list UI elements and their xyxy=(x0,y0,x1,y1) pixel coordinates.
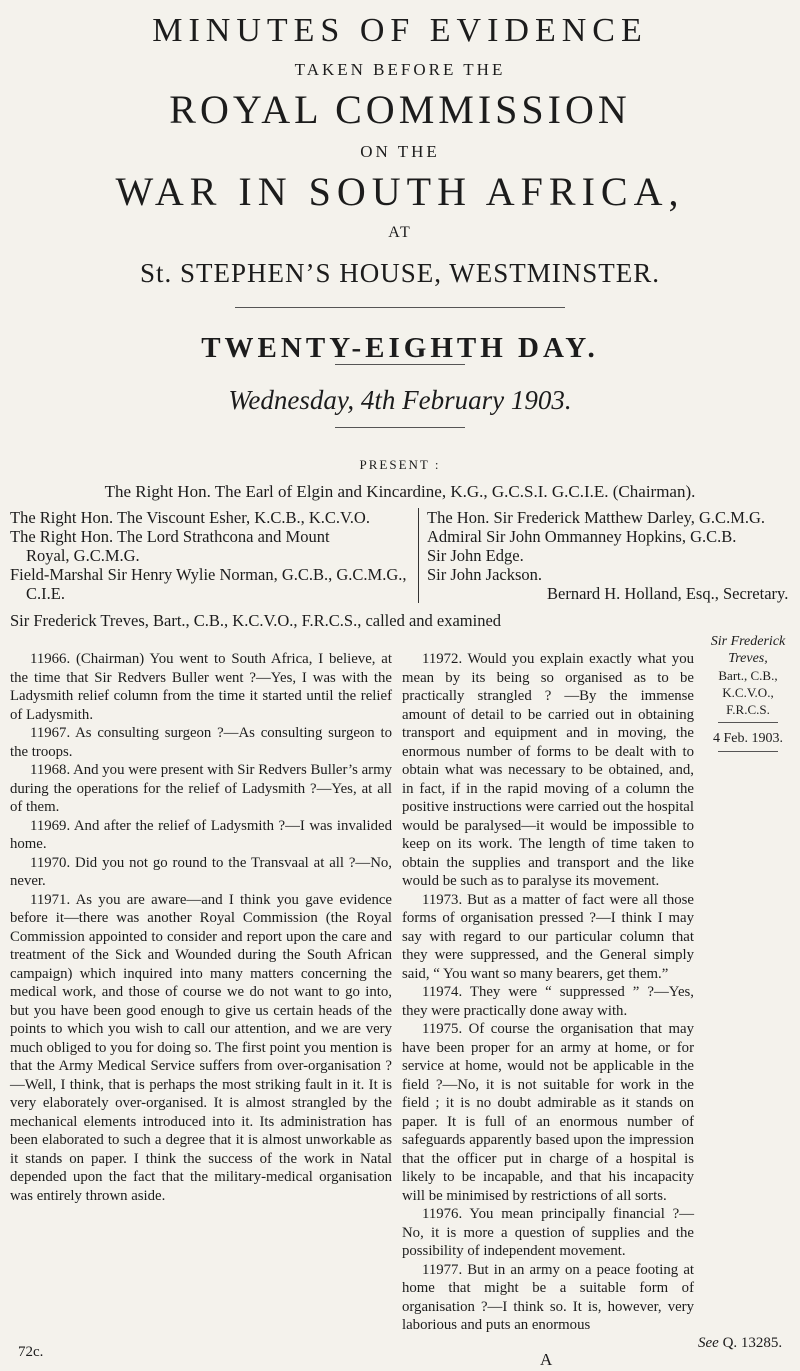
evidence-paragraph: 11976. You mean principally financial ?—No, it is more a question of supplies and the possibility of independent movement. xyxy=(402,1206,694,1259)
subtitle-taken-before: TAKEN BEFORE THE xyxy=(294,60,506,79)
evidence-paragraph: 11966. (Chairman) You went to South Africa, I believe, at the time that Sir Redvers Buller went ?—Yes, I was with the Ladysmith relief column from the time it started until the relief of Ladysmith. xyxy=(10,651,392,723)
margin-divider xyxy=(718,751,778,752)
witness-heading: Sir Frederick Treves, Bart., C.B., K.C.V.O., F.R.C.S., called and examined xyxy=(10,611,502,630)
present-member: C.I.E. xyxy=(26,584,65,603)
chairman-line: The Right Hon. The Earl of Elgin and Kincardine, K.G., G.C.S.I. G.C.I.E. (Chairman). xyxy=(104,482,696,501)
evidence-column-left xyxy=(10,650,392,1205)
margin-title: F.R.C.S. xyxy=(726,702,770,717)
evidence-paragraph: 11968. And you were present with Sir Redvers Buller’s army during the operations for the relief of Ladysmith ?—Yes, at all of them. xyxy=(10,762,392,815)
evidence-paragraph: 11973. But as a matter of fact were all those forms of organisation pressed ?—I think I may say with regard to our particular column that they were suppressed, and the General simply said, “ You want so many bearers, get them.” xyxy=(402,891,694,982)
signature-mark: A xyxy=(540,1350,553,1369)
secretary-line: Bernard H. Holland, Esq., Secretary. xyxy=(547,584,789,603)
present-member: Sir John Edge. xyxy=(427,546,524,565)
present-list-left xyxy=(10,508,414,603)
present-member: The Right Hon. The Lord Strathcona and Mount xyxy=(10,527,330,546)
see-label: See xyxy=(698,1335,719,1351)
divider-rule xyxy=(235,307,565,308)
margin-date: 4 Feb. 1903. xyxy=(713,731,783,746)
evidence-paragraph: 11977. But in an army on a peace footing at home that might be a suitable form of organisation ?—I think so. It is, however, very laborious and puts an enormous xyxy=(402,1261,694,1333)
print-code: 72c. xyxy=(18,1344,44,1360)
margin-witness-name: Sir Frederick Treves, xyxy=(710,634,786,666)
divider-rule xyxy=(335,427,465,428)
evidence-paragraph: 11967. As consulting surgeon ?—As consulting surgeon to the troops. xyxy=(10,725,392,760)
present-label: PRESENT : xyxy=(359,457,441,472)
present-member: Royal, G.C.M.G. xyxy=(26,546,140,565)
evidence-paragraph: 11970. Did you not go round to the Transvaal at all ?—No, never. xyxy=(10,854,392,889)
evidence-paragraph: 11972. Would you explain exactly what you mean by its being so organised as to be practically strangled ? —By the immense amount of detail to be carried out in obtaining transport and equipment and in moving, the enormous number of forms to be dealt with to obtain what was necessary to be obtained, and, in fact, if in the rapid moving of a column the positive instructions were carried out the hospital would be paralysed—it would be impossible to keep on its work. The length of time taken to obtain the supplies and transport and the like would be such as to paralyse its movement. xyxy=(402,651,694,889)
evidence-paragraph: 11971. As you are aware—and I think you gave evidence before it—there was another Royal Commission (the Royal Commission appointed to consider and report upon the care and treatment of the Sick and Wounded during the South African campaign) which inquired into many matters concerning the medical work, and those of course we do not want to go into, but you have been good enough to give us certain heads of the points to which you wish to call our attention, and we are very much obliged to you for doing so. The first point you mention is that the Army Medical Service suffers from over-organisation ? —Well, I think, that is perhaps the most striking fault in it. It is very elaborately over-organised. It is almost strangled by the mechanical elements introduced into it. Its administration has been elaborated to such a degree that it is almost unworkable as it stands on paper. I think the success of the work in Natal depended upon the fact that the military-medical organisation was entirely thrown aside. xyxy=(10,891,392,1204)
margin-title: Bart., C.B., xyxy=(718,668,778,683)
cross-reference xyxy=(698,1335,782,1352)
present-list-right xyxy=(418,508,800,603)
subtitle-on-the: ON THE xyxy=(360,142,440,161)
location-heading: St. STEPHEN’S HOUSE, WESTMINSTER. xyxy=(139,258,661,288)
evidence-column-right xyxy=(402,650,694,1335)
session-date: Wednesday, 4th February 1903. xyxy=(228,385,572,415)
evidence-paragraph: 11974. They were “ suppressed ” ?—Yes, they were practically done away with. xyxy=(402,984,694,1019)
evidence-paragraph: 11975. Of course the organisation that may have been proper for an army at home, or for service at home, would not be applicable in the field ?—No, it is not suitable for work in the field ; it is no doubt admirable as it stands on paper. It is full of an enormous number of safeguards apparently based upon the impression that the officer put in charge of a hospital is likely to be incapable, and that his incapacity will be minimised by restrictions of all sorts. xyxy=(402,1021,694,1204)
subtitle-at: AT xyxy=(388,224,412,241)
margin-title: K.C.V.O., xyxy=(722,685,774,700)
title-minutes-of-evidence: MINUTES OF EVIDENCE xyxy=(152,12,648,49)
margin-divider xyxy=(718,722,778,723)
evidence-paragraph: 11969. And after the relief of Ladysmith ?—I was invalided home. xyxy=(10,817,392,852)
divider-rule xyxy=(335,364,465,365)
present-member: The Hon. Sir Frederick Matthew Darley, G.C.M.G. xyxy=(427,508,766,527)
present-member: The Right Hon. The Viscount Esher, K.C.B., K.C.V.O. xyxy=(10,508,370,527)
day-title: TWENTY-EIGHTH DAY. xyxy=(201,332,599,364)
question-reference: Q. 13285. xyxy=(722,1335,783,1351)
present-member: Field-Marshal Sir Henry Wylie Norman, G.C.B., G.C.M.G., xyxy=(10,565,407,584)
present-member: Admiral Sir John Ommanney Hopkins, G.C.B. xyxy=(427,527,737,546)
title-war-in-south-africa: WAR IN SOUTH AFRICA, xyxy=(115,169,685,214)
present-member: Sir John Jackson. xyxy=(427,565,543,584)
title-royal-commission: ROYAL COMMISSION xyxy=(169,87,631,132)
margin-note xyxy=(698,633,798,752)
